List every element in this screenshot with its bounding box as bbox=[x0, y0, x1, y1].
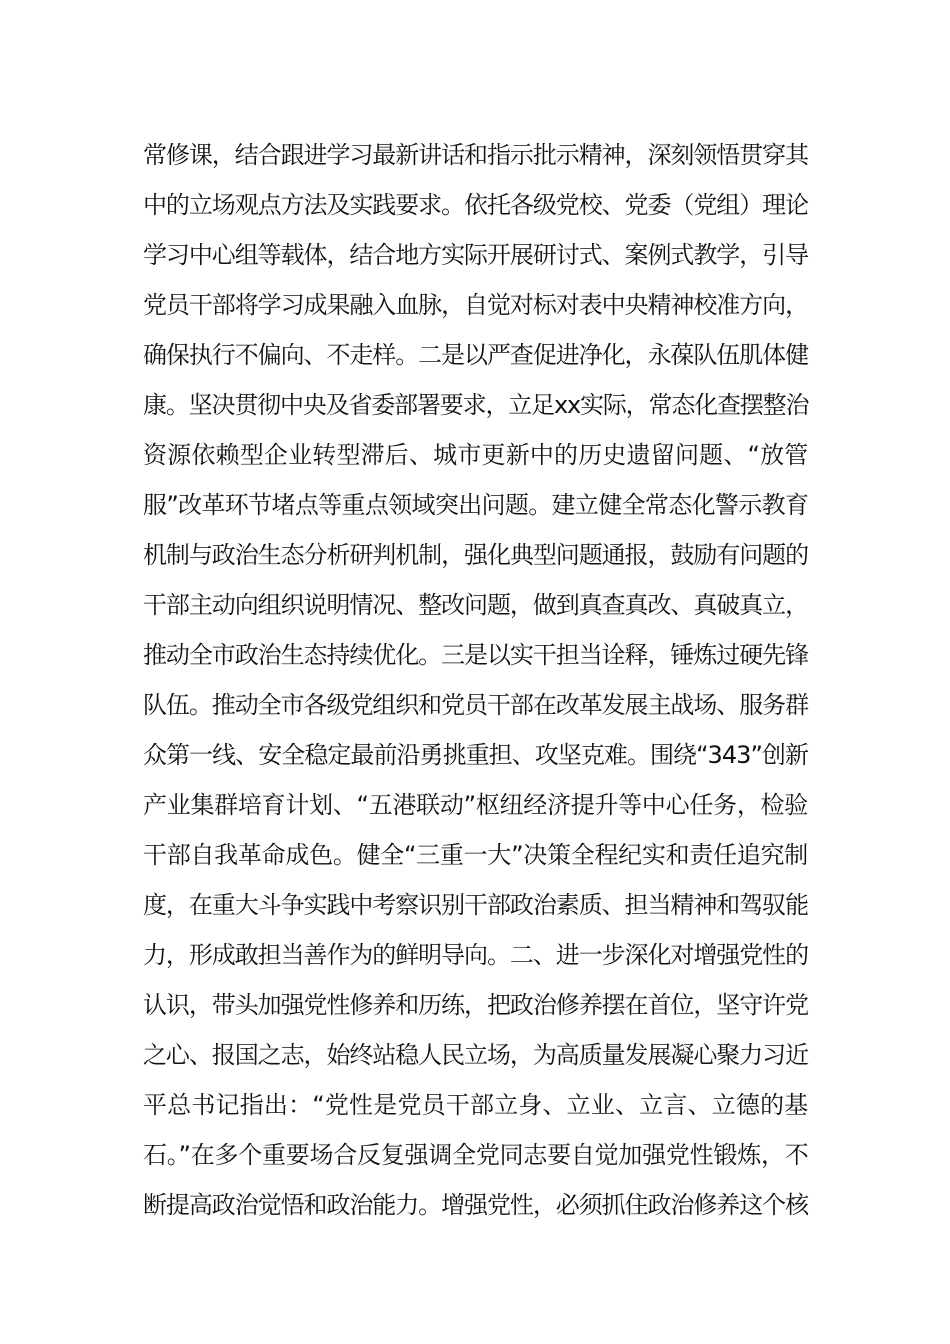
text-line: 资源依赖型企业转型滞后、城市更新中的历史遗留问题、“放管 bbox=[143, 441, 809, 469]
text-line: 机制与政治生态分析研判机制，强化典型问题通报，鼓励有问题的 bbox=[143, 541, 808, 569]
text-line: 干部自我革命成色。健全“三重一大”决策全程纪实和责任追究制 bbox=[143, 841, 808, 869]
body-text bbox=[143, 130, 808, 1230]
text-line: 石。”在多个重要场合反复强调全党同志要自觉加强党性锻炼，不 bbox=[143, 1141, 809, 1169]
text-line: 之心、报国之志，始终站稳人民立场，为高质量发展凝心聚力习近 bbox=[143, 1041, 808, 1069]
text-line: 众第一线、安全稳定最前沿勇挑重担、攻坚克难。围绕“343”创新 bbox=[143, 741, 808, 769]
text-line: 力，形成敢担当善作为的鲜明导向。二、进一步深化对增强党性的 bbox=[143, 941, 808, 969]
text-line: 常修课，结合跟进学习最新讲话和指示批示精神，深刻领悟贯穿其 bbox=[143, 141, 808, 169]
text-line: 学习中心组等载体，结合地方实际开展研讨式、案例式教学，引导 bbox=[143, 241, 808, 269]
text-line: 推动全市政治生态持续优化。三是以实干担当诠释，锤炼过硬先锋 bbox=[143, 641, 808, 669]
text-line: 干部主动向组织说明情况、整改问题，做到真查真改、真破真立， bbox=[143, 591, 808, 619]
text-line: 队伍。推动全市各级党组织和党员干部在改革发展主战场、服务群 bbox=[143, 691, 808, 719]
text-line: 平总书记指出：“党性是党员干部立身、立业、立言、立德的基 bbox=[143, 1091, 809, 1119]
text-line: 服”改革环节堵点等重点领域突出问题。建立健全常态化警示教育 bbox=[143, 491, 809, 519]
text-line: 党员干部将学习成果融入血脉，自觉对标对表中央精神校准方向， bbox=[143, 291, 808, 319]
text-line: 度，在重大斗争实践中考察识别干部政治素质、担当精神和驾驭能 bbox=[143, 891, 808, 919]
text-line: 产业集群培育计划、“五港联动”枢纽经济提升等中心任务，检验 bbox=[143, 791, 808, 819]
text-line: 中的立场观点方法及实践要求。依托各级党校、党委（党组）理论 bbox=[143, 191, 808, 219]
text-line: 确保执行不偏向、不走样。二是以严查促进净化，永葆队伍肌体健 bbox=[143, 341, 808, 369]
text-line: 认识，带头加强党性修养和历练，把政治修养摆在首位，坚守许党 bbox=[143, 991, 808, 1019]
text-line: 断提高政治觉悟和政治能力。增强党性，必须抓住政治修养这个核 bbox=[143, 1191, 808, 1219]
text-line: 康。坚决贯彻中央及省委部署要求，立足xx实际，常态化查摆整治 bbox=[143, 391, 809, 419]
